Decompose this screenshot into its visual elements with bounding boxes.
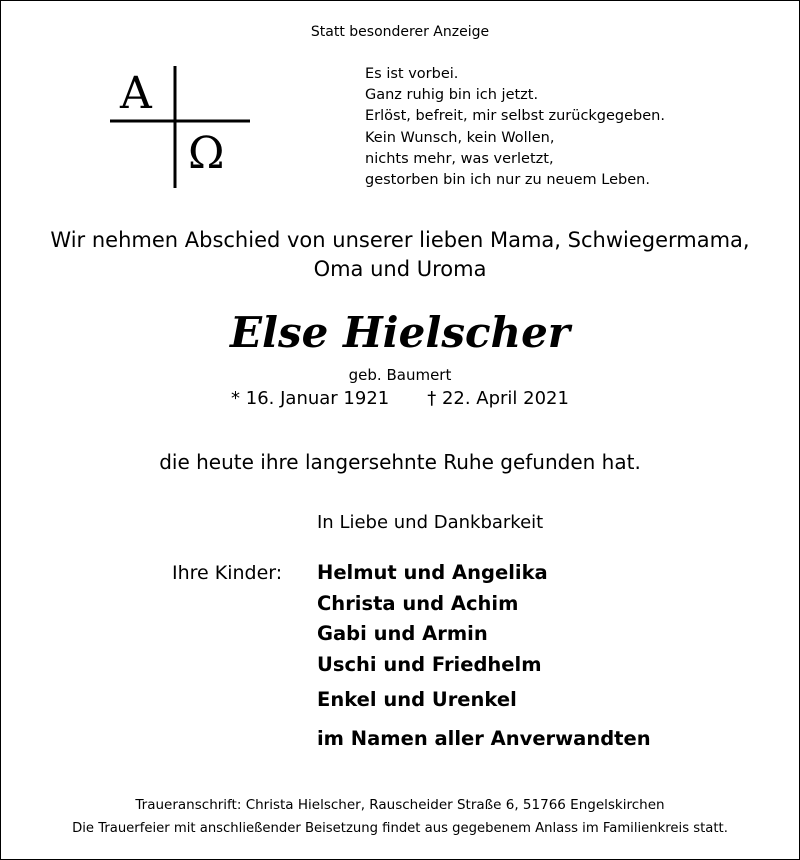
intro-text [0,226,800,284]
poem [365,64,665,191]
child-couple: Uschi und Friedhelm [317,652,542,676]
birth-name: geb. Baumert [348,366,452,384]
mourning-address: Traueranschrift: Christa Hielscher, Rauscheider Straße 6, 51766 Engelskirchen [135,797,665,813]
birth-date: * 16. Januar 1921 [231,388,390,409]
poem-line: nichts mehr, was verletzt, [365,150,554,167]
child-couple: Gabi und Armin [317,622,488,645]
children-label: Ihre Kinder: [172,562,283,584]
dedication: In Liebe und Dankbarkeit [317,512,544,533]
deceased-name: Else Hielscher [230,308,570,357]
rest-text: die heute ihre langersehnte Ruhe gefunden hat. [159,450,641,474]
death-date: † 22. April 2021 [427,388,569,409]
intro-line-2: Oma und Uroma [313,257,487,281]
alpha-omega-cross-icon [110,66,250,188]
grandchildren: Enkel und Urenkel [317,688,517,711]
alpha-glyph: A [120,68,152,119]
notice-header: Statt besonderer Anzeige [310,24,490,40]
omega-glyph: Ω [188,128,225,179]
intro-line-1: Wir nehmen Abschied von unserer lieben Mama, Schwiegermama, [50,228,750,252]
child-couple: Christa und Achim [317,591,519,615]
relatives: im Namen aller Anverwandten [317,727,651,750]
poem-line: Es ist vorbei. [365,66,459,82]
child-couple: Helmut und Angelika [317,561,548,584]
poem-line: gestorben bin ich nur zu neuem Leben. [365,172,650,189]
life-dates [0,388,800,409]
poem-line: Ganz ruhig bin ich jetzt. [365,87,539,104]
ceremony-note: Die Trauerfeier mit anschließender Beisetzung findet aus gegebenem Anlass im Familienkreis statt. [72,821,728,836]
poem-line: Erlöst, befreit, mir selbst zurückgegeben. [365,108,665,125]
children-list [317,558,548,680]
poem-line: Kein Wunsch, kein Wollen, [365,129,555,146]
